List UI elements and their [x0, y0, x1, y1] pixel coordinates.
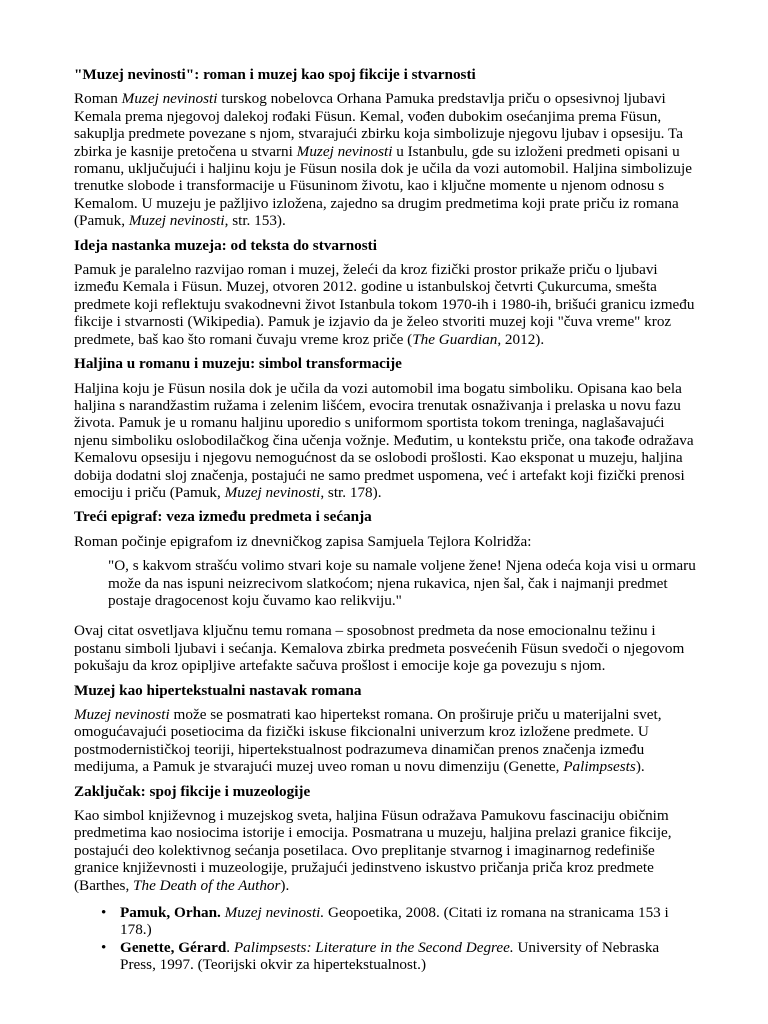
intro-paragraph [74, 90, 698, 229]
epigraph-commentary: Ovaj citat osvetljava ključnu temu romana – sposobnost predmeta da nose emocionalnu težinu i postanu simboli ljubavi i sećanja. Kemalova zbirka predmeta posvećenih Füsun svedoči o njegovom pokušaju da kroz opipljive artefakte sačuva prošlost i emocije koje ga povezuju s njom. [74, 622, 685, 675]
bullet: • [101, 904, 107, 922]
text-run: Kao simbol književnog i muzejskog sveta, haljina Füsun odražava Pamukovu fascinaciju običnim predmetima kao nosiocima istorije i emocija. Posmatrana u muzeju, haljina prelazi granice fikcije, postajući deo kolektivnog sećanja posetilaca. Ovo preplitanje stvarnog i imaginarnog redefiniše granice književnosti i muzeologije, pružajući jedinstveno iskustvo pričanja priča kroz predmete (Barthes, [74, 807, 672, 894]
italic-title: Muzej nevinosti [224, 483, 321, 501]
text-run: ). [280, 876, 290, 894]
section-heading-epigraph: Treći epigraf: veza između predmeta i sećanja [74, 508, 372, 526]
section-heading-dress: Haljina u romanu i muzeju: simbol transformacije [74, 355, 402, 373]
references-list [74, 904, 698, 974]
reference-author: Genette, Gérard [120, 938, 227, 956]
section-heading-hypertext: Muzej kao hipertekstualni nastavak romana [74, 681, 362, 699]
text-run: Pamuk je paralelno razvijao roman i muzej, želeći da kroz fizički prostor prikaže priču o ljubavi između Kemala i Füsun. Muzej, otvoren 2012. godine u istanbulskoj četvrti Çukurcuma, smešta predmete koji reflektuju svakodnevni život Istanbula tokom 1970-ih i 1980-ih, brišući granicu između fikcije i stvarnosti (Wikipedia). Pamuk je izjavio da je želeo stvoriti muzej koji "čuva vreme" kroz predmete, baš kao što romani čuvaju vreme kroz priče ( [74, 261, 695, 348]
italic-title: Muzej nevinosti [296, 142, 393, 160]
italic-title: Muzej nevinosti [121, 90, 218, 108]
bullet: • [101, 938, 107, 956]
reference-item [101, 904, 698, 939]
italic-title: Muzej nevinosti [128, 212, 225, 230]
epigraph-quote: "O, s kakvom strašću volimo stvari koje su namale voljene žene! Njena odeća koja visi u ormaru može da nas ispuni neizrecivom slatkoćom; njena rukavica, njen šal, čak i najmanji predmet postaje dragocenost koju čuvamo kao relikviju." [108, 557, 696, 609]
italic-title: Palimpsests [563, 758, 636, 776]
italic-title: The Death of the Author [133, 876, 281, 894]
italic-title: Muzej nevinosti [74, 706, 170, 723]
text-run: može se posmatrati kao hipertekst romana. On proširuje priču u materijalni svet, omogućavajući posetiocima da fizički iskuse fikcionalni univerzum kroz izložene predmete. U postmodernističkoj teoriji, hipertekstualnost podrazumeva dinamičan prenos značenja između medijuma, a Pamuk je stvarajući muzej uveo roman u novu dimenziju (Genette, [74, 706, 662, 776]
section-heading-origin: Ideja nastanka muzeja: od teksta do stvarnosti [74, 236, 377, 254]
reference-author: Pamuk, Orhan. [120, 904, 221, 922]
text-run: , str. 153). [224, 212, 286, 230]
text-run: , 2012). [497, 330, 545, 348]
text-run: turskog nobelovca Orhana Pamuka predstavlja priču o opsesivnoj ljubavi Kemala prema njegovoj dalekoj rođaki Füsun. Kemal, vođen dubokim osećanjima prema Füsun, sakuplja predmete povezane s njom, stvarajući zbirku koja simbolizuje njegovu ljubav i opsesiju. Ta zbirka je kasnije pretočena u stvarni [74, 90, 683, 160]
reference-work: Palimpsests: Literature in the Second Degree. [233, 938, 514, 956]
reference-item: • Genette, Gérard. Palimpsests: Literature in the Second Degree. University of Nebraska Press, 1997. (Teorijski okvir za hipertekstualnost.) [101, 938, 660, 974]
italic-source: The Guardian [412, 330, 498, 348]
text-run: ). [635, 758, 645, 776]
reference-details: University of Nebraska Press, 1997. (Teorijski okvir za hipertekstualnost.) [120, 938, 660, 974]
text-run: Haljina koju je Füsun nosila dok je učila da vozi automobil ima bogatu simboliku. Opisana kao bela haljina s narandžastim ružama i zelenim lišćem, evocira trenutak osnaživanja i prelaska u novu fazu života. Pamuk je u romanu haljinu uporedio s uniformom sportista tokom treninga, naglašavajući njenu simboliku oslobodilačkog čina učenja vožnje. Međutim, u kontekstu priče, ona takođe odražava Kemalovu opsesiju i njegovu nemogućnost da se oslobodi prošlosti. Kao eksponat u muzeju, haljina dobija dodatni sloj značenja, postajući ne samo predmet uspomena, već i artefakt koji fizički prenosi emociju i priču (Pamuk, [74, 379, 694, 501]
document-title: "Muzej nevinosti": roman i muzej kao spoj fikcije i stvarnosti [74, 66, 476, 83]
origin-paragraph [74, 261, 698, 348]
text-run: u Istanbulu, gde su izloženi predmeti opisani u romanu, uključujući i haljinu koju je Füsun nosila dok je učila da vozi automobil. Haljina simbolizuje trenutke slobode i transformacije u Füsuninom životu, kao i ključne momente u njenom odnosu s Kemalom. U muzeju je pažljivo izložena, zajedno sa drugim predmetima koji prate priču iz romana (Pamuk, [74, 142, 692, 230]
reference-work: Muzej nevinosti. [224, 904, 325, 922]
text-run: Roman [74, 90, 122, 108]
reference-details: Geopoetika, 2008. (Citati iz romana na stranicama 153 i 178.) [120, 904, 669, 939]
section-heading-conclusion: Zaključak: spoj fikcije i muzeologije [74, 782, 311, 800]
hypertext-paragraph [74, 706, 698, 776]
dress-paragraph [74, 380, 698, 502]
text-run: , str. 178). [320, 483, 382, 501]
epigraph-lead: Roman počinje epigrafom iz dnevničkog zapisa Samjuela Tejlora Kolridža: [74, 532, 532, 550]
conclusion-paragraph [74, 807, 698, 894]
